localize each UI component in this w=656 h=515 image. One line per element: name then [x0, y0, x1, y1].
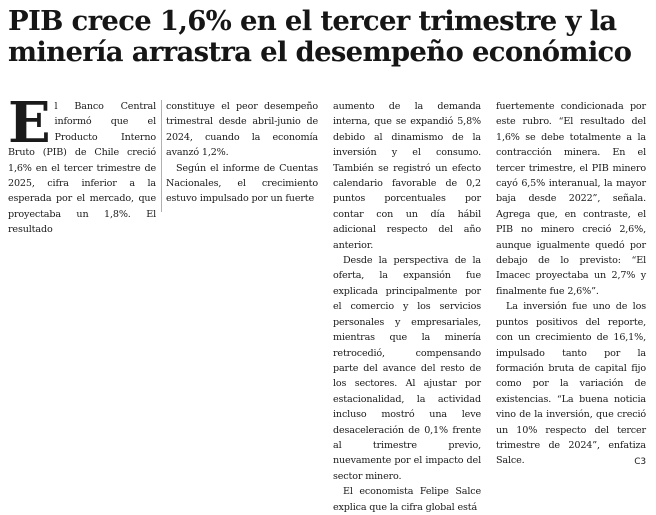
- end-mark-icon: C3: [634, 457, 646, 468]
- column-4-paragraph-1: fuertemente condicionada por este rubro. “El resultado del 1,6% se debe totalmente a la contracción minera. En el tercer trimestre, el PIB minero cayó 6,5% interanual, la mayor baja desde 2022”, señala. Agrega que, en contraste, el PIB no minero creció 2,6%, aunque igualmente quedó por debajo de lo previsto: “El Imacec proyectaba un 2,7% y finalmente fue 2,6%”.: [496, 101, 646, 297]
- headline-line-1: PIB crece 1,6% en el tercer trimestre y la: [8, 5, 617, 37]
- column-divider: [161, 100, 162, 212]
- column-3-paragraph-3: El economista Felipe Salce explica que la cifra global está: [333, 486, 481, 513]
- column-2-paragraph-2: Según el informe de Cuentas Nacionales, el crecimiento estuvo impulsado por un fuerte: [166, 162, 318, 205]
- headline-line-2: minería arrastra el desempeño económico: [8, 36, 632, 68]
- column-2-paragraph-1: constituye el peor desempeño trimestral desde abril-junio de 2024, cuando la economía avanzó 1,2%.: [166, 101, 318, 159]
- column-1-text: l Banco Central informó que el Producto Interno Bruto (PIB) de Chile creció 1,6% en el tercer trimestre de 2025, cifra inferior a la esperada por el mercado, que proyectaba un 1,8%. El resultado: [8, 101, 156, 236]
- article-column-1: [8, 90, 156, 238]
- article-column-3: [333, 99, 481, 515]
- column-4-paragraph-2-text: La inversión fue uno de los puntos positivos del reporte, con un crecimiento de 16,1%, impulsado tanto por la formación bruta de capital fijo como por la variación de existencias. “La buena noticia vino de la inversión, que creció un 10% respecto del tercer trimestre de 2024”, enfatiza Salce.: [496, 301, 646, 467]
- drop-cap: E: [8, 90, 51, 156]
- column-3-paragraph-1: aumento de la demanda interna, que se expandió 5,8% debido al dinamismo de la inversión y el consumo. También se registró un efecto calendario favorable de 0,2 puntos porcentuales por contar con un día hábil adicional respecto del año anterior.: [333, 101, 481, 251]
- headline: [8, 6, 652, 68]
- article-column-2: [166, 99, 318, 207]
- column-3-paragraph-2: Desde la perspectiva de la oferta, la expansión fue explicada principalmente por el comercio y los servicios personales y empresariales, mientras que la minería retrocedió, compensando parte del avance del resto de los sectores. Al ajustar por estacionalidad, la actividad incluso mostró una leve desaceleración de 0,1% frente al trimestre previo, nuevamente por el impacto del sector minero.: [333, 255, 481, 482]
- article-column-4: [496, 99, 646, 471]
- column-4-paragraph-2: [496, 299, 646, 468]
